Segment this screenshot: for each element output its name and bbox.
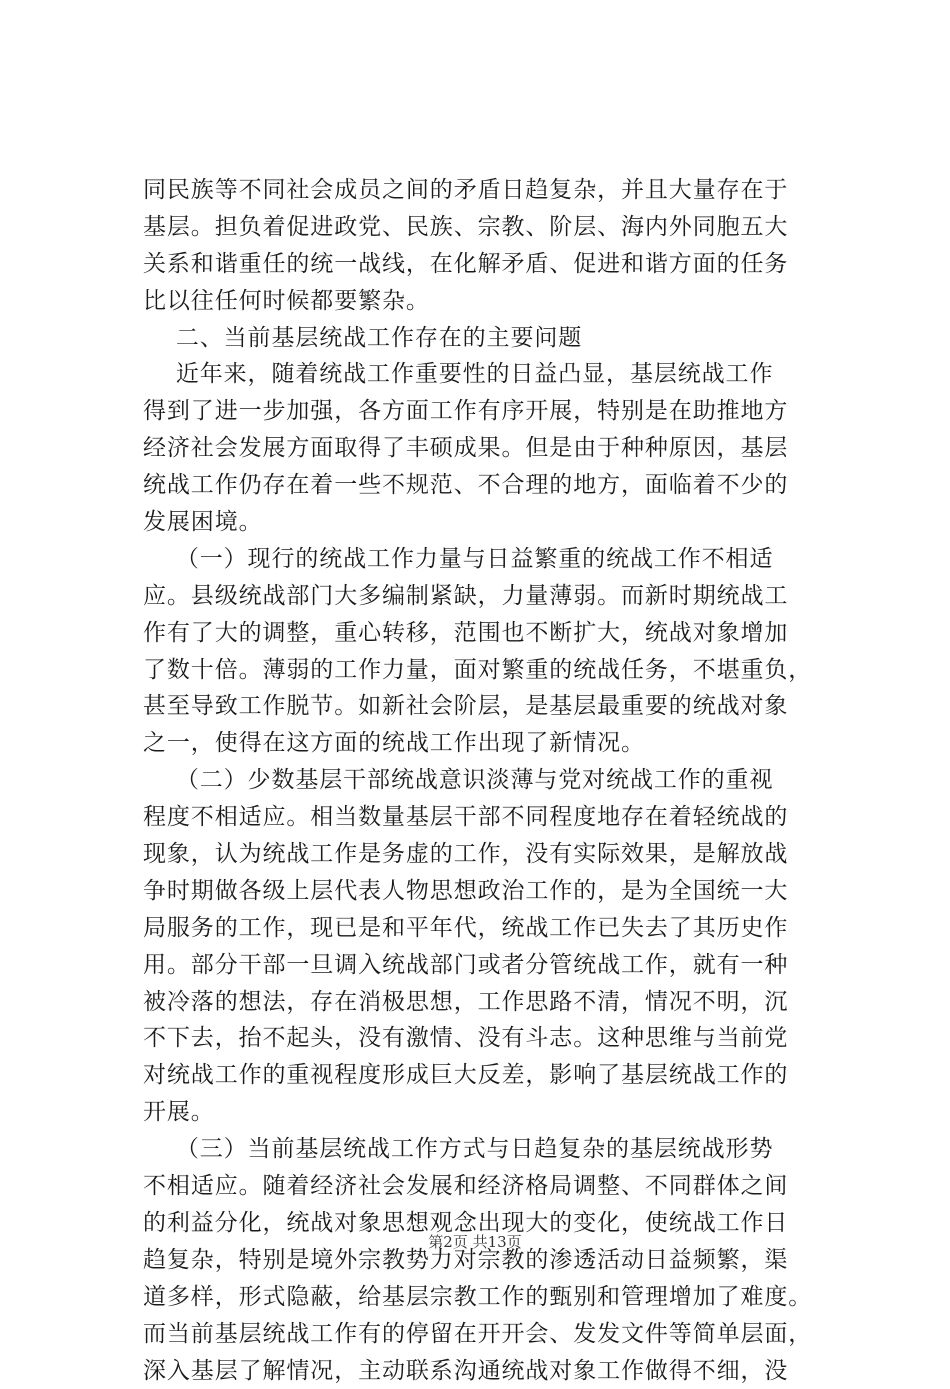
text-line: 统战工作仍存在着一些不规范、不合理的地方，面临着不少的 [143, 467, 843, 504]
text-line: 而当前基层统战工作有的停留在开开会、发发文件等简单层面， [143, 1316, 843, 1353]
text-line: 用。部分干部一旦调入统战部门或者分管统战工作，就有一种 [143, 947, 843, 984]
text-line: 同民族等不同社会成员之间的矛盾日趋复杂，并且大量存在于 [143, 172, 843, 209]
text-line: 比以往任何时候都要繁杂。 [143, 283, 843, 320]
text-line: 程度不相适应。相当数量基层干部不同程度地存在着轻统战的 [143, 799, 843, 836]
text-line: 关系和谐重任的统一战线，在化解矛盾、促进和谐方面的任务 [143, 246, 843, 283]
text-line: 基层。担负着促进政党、民族、宗教、阶层、海内外同胞五大 [143, 209, 843, 246]
text-line: 不下去，抬不起头，没有激情、没有斗志。这种思维与当前党 [143, 1020, 843, 1057]
text-line: 局服务的工作，现已是和平年代，统战工作已失去了其历史作 [143, 910, 843, 947]
text-line: 作有了大的调整，重心转移，范围也不断扩大，统战对象增加 [143, 615, 843, 652]
body-text [143, 172, 843, 1389]
text-line: 近年来，随着统战工作重要性的日益凸显，基层统战工作 [143, 356, 843, 393]
text-line: 不相适应。随着经济社会发展和经济格局调整、不同群体之间 [143, 1168, 843, 1205]
text-line: 现象，认为统战工作是务虚的工作，没有实际效果，是解放战 [143, 836, 843, 873]
text-line: （一）现行的统战工作力量与日益繁重的统战工作不相适 [143, 541, 843, 578]
text-line: 趋复杂，特别是境外宗教势力对宗教的渗透活动日益频繁，渠 [143, 1242, 843, 1279]
text-line: 经济社会发展方面取得了丰硕成果。但是由于种种原因，基层 [143, 430, 843, 467]
text-line: （二）少数基层干部统战意识淡薄与党对统战工作的重视 [143, 762, 843, 799]
text-line: 开展。 [143, 1094, 843, 1131]
page-number-footer: 第2页 共13页 [0, 1231, 950, 1252]
text-line: 应。县级统战部门大多编制紧缺，力量薄弱。而新时期统战工 [143, 578, 843, 615]
text-line: 发展困境。 [143, 504, 843, 541]
text-line: 的利益分化，统战对象思想观念出现大的变化，使统战工作日 [143, 1205, 843, 1242]
text-line: （三）当前基层统战工作方式与日趋复杂的基层统战形势 [143, 1131, 843, 1168]
text-line: 对统战工作的重视程度形成巨大反差，影响了基层统战工作的 [143, 1057, 843, 1094]
text-line: 得到了进一步加强，各方面工作有序开展，特别是在助推地方 [143, 393, 843, 430]
text-line: 甚至导致工作脱节。如新社会阶层，是基层最重要的统战对象 [143, 688, 843, 725]
text-line: 被冷落的想法，存在消极思想，工作思路不清，情况不明，沉 [143, 984, 843, 1021]
text-line: 道多样，形式隐蔽，给基层宗教工作的甄别和管理增加了难度。 [143, 1279, 843, 1316]
text-line: 之一，使得在这方面的统战工作出现了新情况。 [143, 725, 843, 762]
text-line: 争时期做各级上层代表人物思想政治工作的，是为全国统一大 [143, 873, 843, 910]
section-heading: 二、当前基层统战工作存在的主要问题 [143, 320, 843, 357]
text-line: 深入基层了解情况，主动联系沟通统战对象工作做得不细，没 [143, 1353, 843, 1389]
text-line: 了数十倍。薄弱的工作力量，面对繁重的统战任务，不堪重负， [143, 652, 843, 689]
